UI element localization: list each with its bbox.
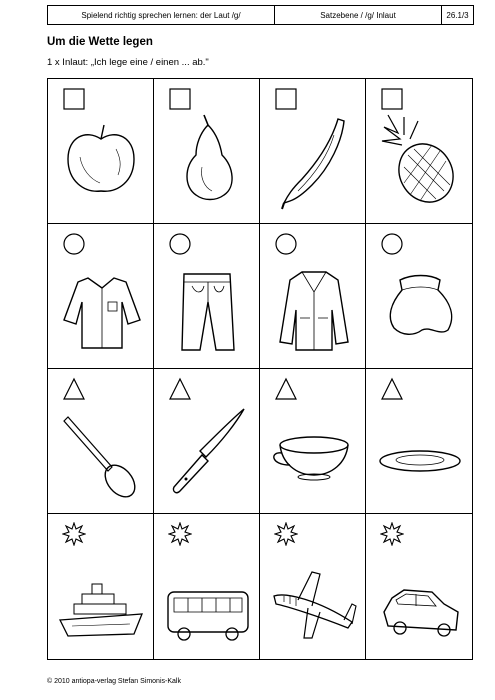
circle-icon xyxy=(62,232,86,256)
page-title: Um die Wette legen xyxy=(47,36,153,48)
card-bus[interactable] xyxy=(154,514,260,659)
star-icon xyxy=(274,522,298,546)
triangle-icon xyxy=(62,377,86,401)
triangle-icon xyxy=(380,377,404,401)
pear-icon xyxy=(162,111,252,215)
triangle-icon xyxy=(274,377,298,401)
bus-icon xyxy=(162,546,252,650)
car-icon xyxy=(374,546,464,650)
banana-icon xyxy=(268,111,358,215)
pineapple-icon xyxy=(374,111,464,215)
card-pear[interactable] xyxy=(154,79,260,224)
ship-icon xyxy=(56,546,146,650)
square-icon xyxy=(274,87,298,111)
square-icon xyxy=(380,87,404,111)
star-icon xyxy=(168,522,192,546)
card-ship[interactable] xyxy=(48,514,154,659)
card-cup[interactable] xyxy=(260,369,366,514)
card-banana[interactable] xyxy=(260,79,366,224)
copyright-footer: © 2010 antiopa-verlag Stefan Simonis-Kalk xyxy=(47,678,181,685)
header-table xyxy=(47,5,474,25)
card-trousers[interactable] xyxy=(154,224,260,369)
shirt-icon xyxy=(56,256,146,360)
header-page-number: 26.1/3 xyxy=(446,10,469,20)
jacket-icon xyxy=(268,256,358,360)
card-plate[interactable] xyxy=(366,369,472,514)
airplane-icon xyxy=(268,546,358,650)
cup-icon xyxy=(268,401,358,505)
apple-icon xyxy=(56,111,146,215)
circle-icon xyxy=(168,232,192,256)
square-icon xyxy=(168,87,192,111)
card-spoon[interactable] xyxy=(48,369,154,514)
circle-icon xyxy=(274,232,298,256)
card-car[interactable] xyxy=(366,514,472,659)
card-airplane[interactable] xyxy=(260,514,366,659)
header-course: Spielend richtig sprechen lernen: der Laut /g/ xyxy=(48,6,275,24)
card-skirt[interactable] xyxy=(366,224,472,369)
card-knife[interactable] xyxy=(154,369,260,514)
card-shirt[interactable] xyxy=(48,224,154,369)
square-icon xyxy=(62,87,86,111)
card-jacket[interactable] xyxy=(260,224,366,369)
triangle-icon xyxy=(168,377,192,401)
plate-icon xyxy=(374,401,464,505)
header-level: Satzebene / /g/ Inlaut xyxy=(275,6,442,24)
skirt-icon xyxy=(374,256,464,360)
instruction-text: 1 x Inlaut: „Ich lege eine / einen ... ab." xyxy=(47,57,209,68)
card-apple[interactable] xyxy=(48,79,154,224)
knife-icon xyxy=(162,401,252,505)
star-icon xyxy=(62,522,86,546)
circle-icon xyxy=(380,232,404,256)
trousers-icon xyxy=(162,256,252,360)
spoon-icon xyxy=(56,401,146,505)
star-icon xyxy=(380,522,404,546)
card-pineapple[interactable] xyxy=(366,79,472,224)
card-grid xyxy=(47,78,473,660)
